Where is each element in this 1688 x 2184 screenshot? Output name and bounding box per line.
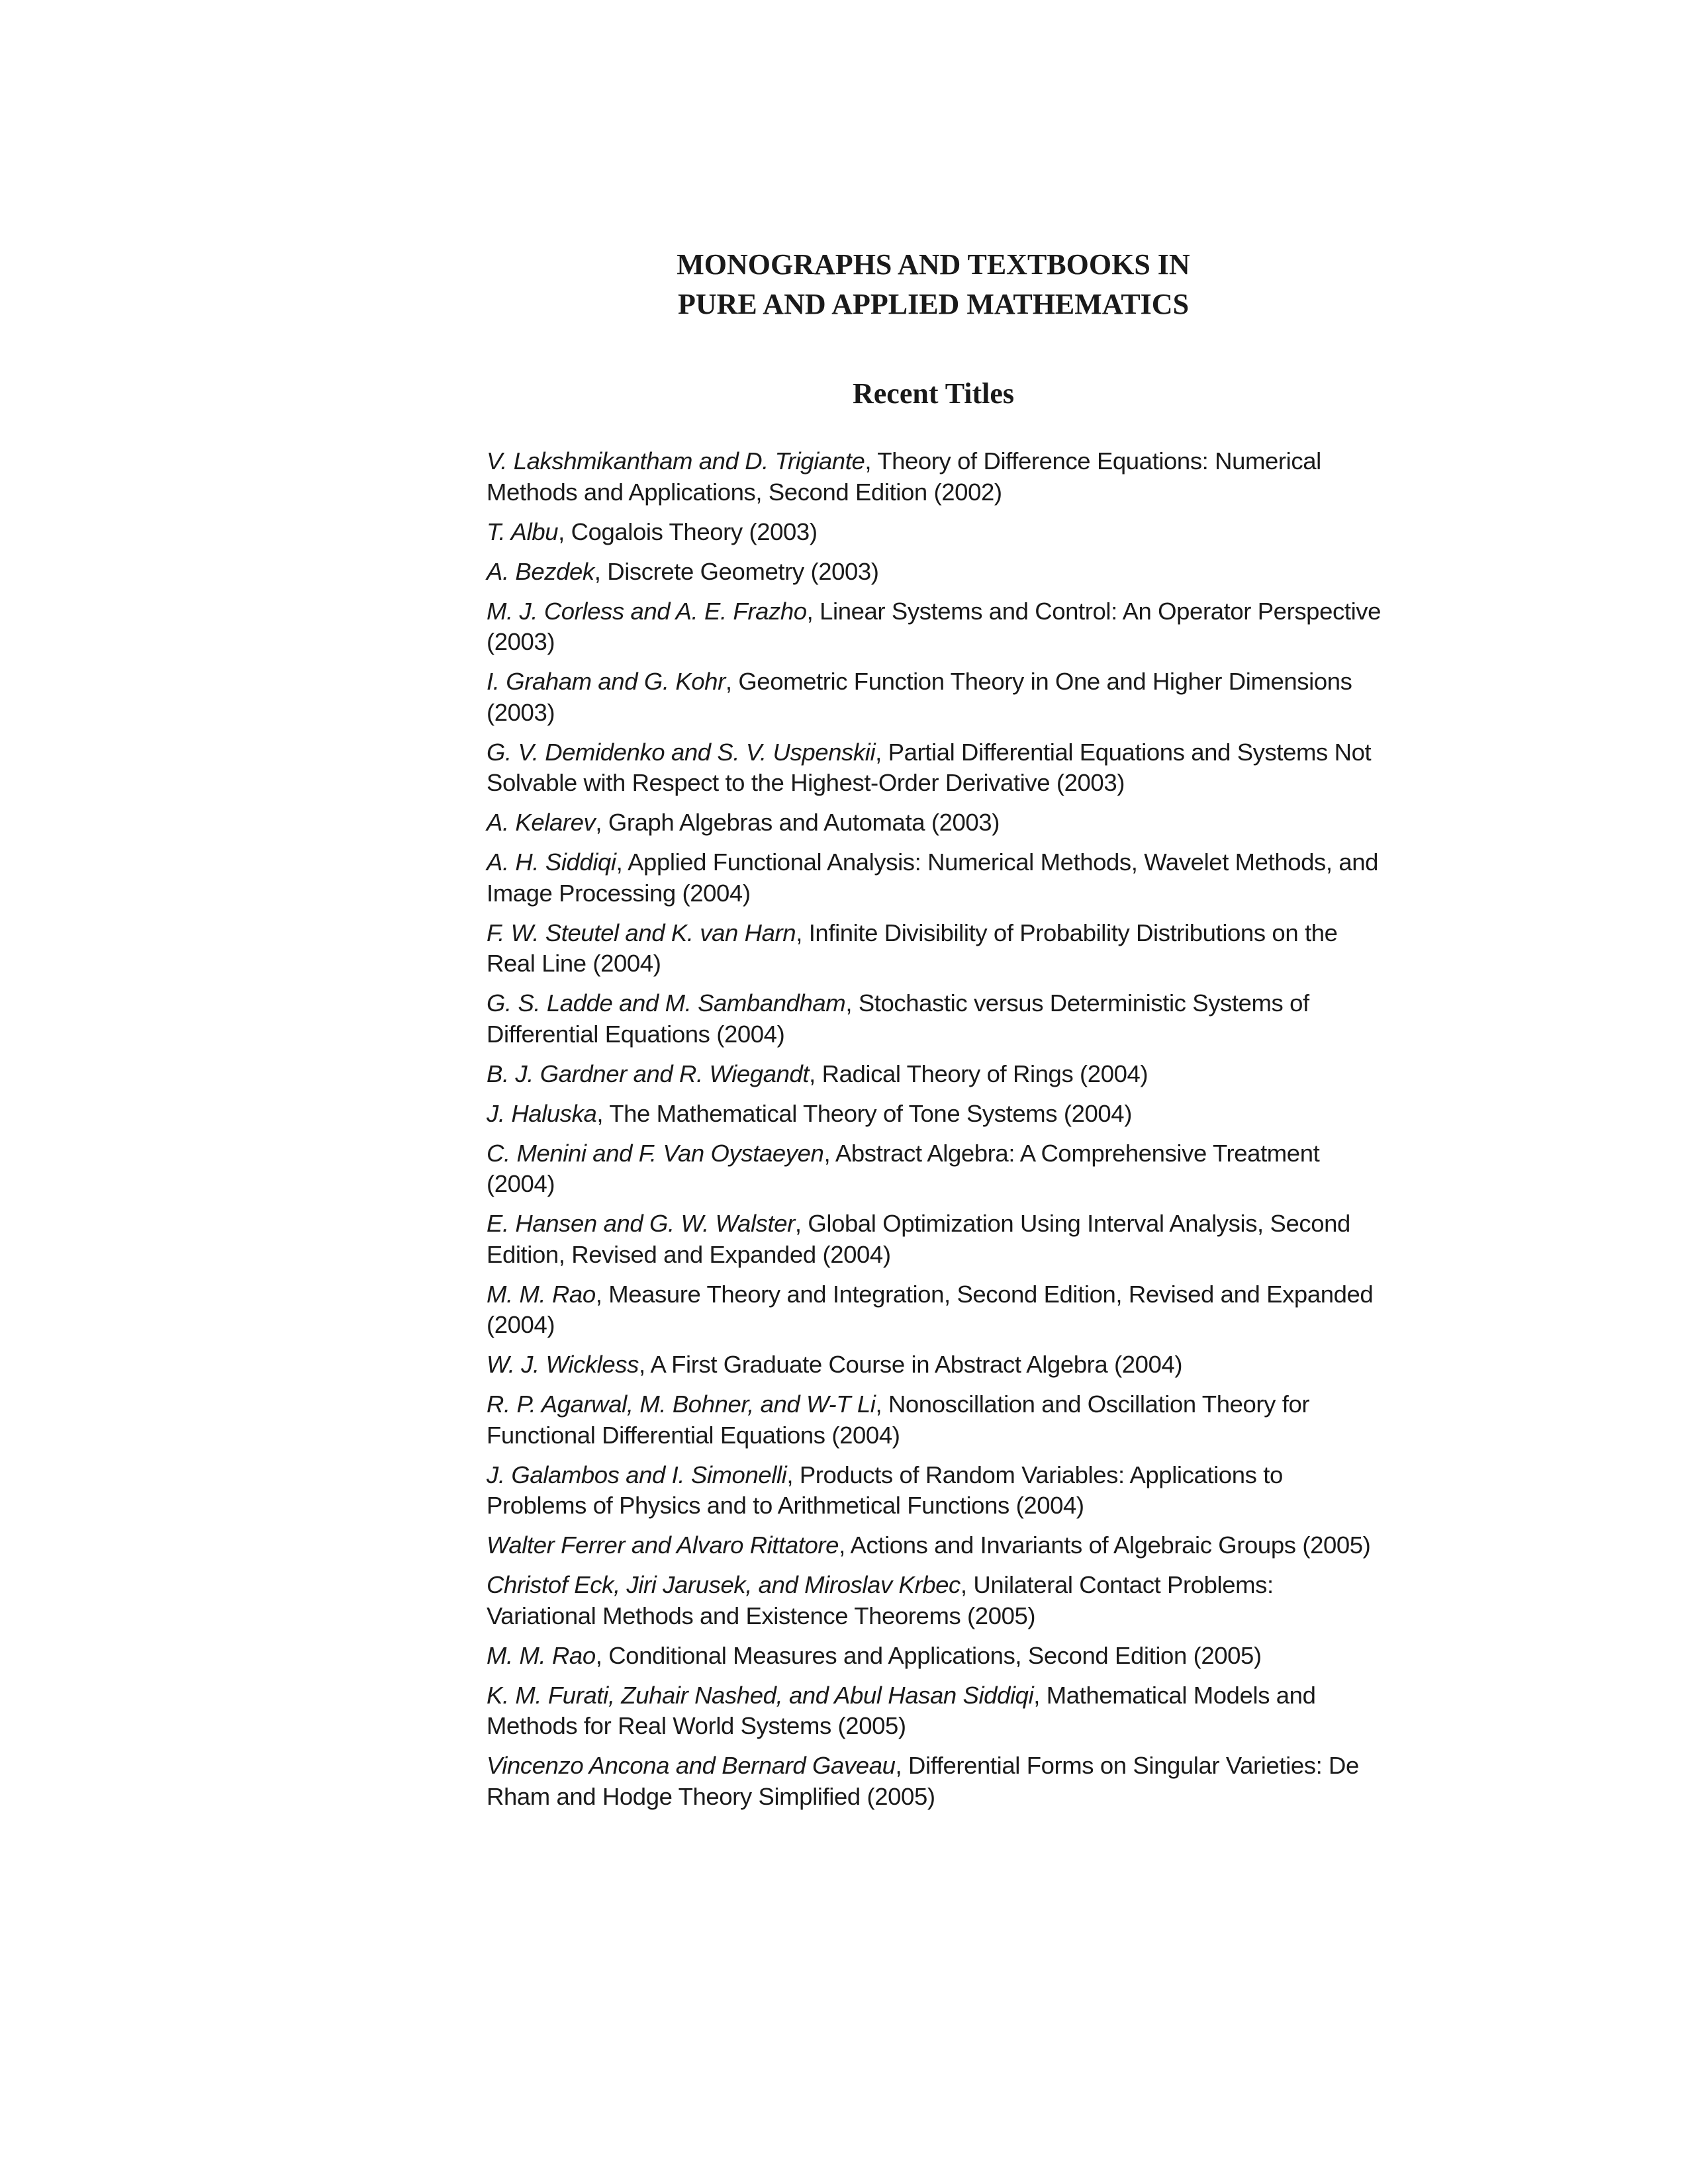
- entry-authors: A. H. Siddiqi: [487, 848, 616, 876]
- title-entry: Vincenzo Ancona and Bernard Gaveau, Differential Forms on Singular Varieties: De Rham and Hodge Theory Simplified (2005): [487, 1752, 1359, 1810]
- entry-authors: J. Galambos and I. Simonelli: [487, 1461, 787, 1488]
- entry-authors: E. Hansen and G. W. Walster: [487, 1210, 795, 1237]
- entry-title: Measure Theory and Integration, Second Edition, Revised and Expanded (2004): [487, 1280, 1374, 1338]
- entry-authors: R. P. Agarwal, M. Bohner, and W-T Li: [487, 1390, 876, 1418]
- title-entry: F. W. Steutel and K. van Harn, Infinite Divisibility of Probability Distributions on the Real Line (2004): [487, 919, 1338, 977]
- entry-title: Differential Forms on Singular Varieties: De Rham and Hodge Theory Simplified (2005): [487, 1752, 1359, 1810]
- title-entry: B. J. Gardner and R. Wiegandt, Radical Theory of Rings (2004): [487, 1060, 1149, 1087]
- entry-title: Infinite Divisibility of Probability Distributions on the Real Line (2004): [487, 919, 1338, 977]
- title-entry: W. J. Wickless, A First Graduate Course in Abstract Algebra (2004): [487, 1351, 1183, 1378]
- title-entry: A. Kelarev, Graph Algebras and Automata (2003): [487, 809, 1000, 836]
- title-entry: A. H. Siddiqi, Applied Functional Analysis: Numerical Methods, Wavelet Methods, and Image Processing (2004): [487, 848, 1379, 907]
- title-entry: M. M. Rao, Conditional Measures and Applications, Second Edition (2005): [487, 1641, 1262, 1669]
- entry-authors: F. W. Steutel and K. van Harn: [487, 919, 796, 946]
- title-entry: V. Lakshmikantham and D. Trigiante, Theory of Difference Equations: Numerical Methods and Applications, Second Edition (2002): [487, 447, 1321, 506]
- title-entry: J. Galambos and I. Simonelli, Products of Random Variables: Applications to Problems of Physics and to Arithmetical Functions (2004): [487, 1461, 1283, 1519]
- entry-authors: T. Albu: [487, 518, 559, 545]
- entry-title: Unilateral Contact Problems: Variational Methods and Existence Theorems (2005): [487, 1571, 1274, 1629]
- title-entry: G. S. Ladde and M. Sambandham, Stochastic versus Deterministic Systems of Differential Equations (2004): [487, 989, 1309, 1048]
- entry-title: Geometric Function Theory in One and Higher Dimensions (2003): [487, 668, 1352, 726]
- entry-authors: C. Menini and F. Van Oystaeyen: [487, 1139, 824, 1167]
- title-entry: T. Albu, Cogalois Theory (2003): [487, 518, 818, 545]
- title-entry: K. M. Furati, Zuhair Nashed, and Abul Hasan Siddiqi, Mathematical Models and Methods for Real World Systems (2005): [487, 1681, 1316, 1739]
- entry-authors: Christof Eck, Jiri Jarusek, and Miroslav Krbec: [487, 1571, 961, 1598]
- entry-authors: J. Haluska: [487, 1099, 597, 1127]
- entry-title: Applied Functional Analysis: Numerical Methods, Wavelet Methods, and Image Processing (2004): [487, 848, 1379, 907]
- entry-authors: A. Bezdek: [487, 557, 594, 585]
- title-entry: I. Graham and G. Kohr, Geometric Function Theory in One and Higher Dimensions (2003): [487, 668, 1352, 726]
- title-entry: G. V. Demidenko and S. V. Uspenskii, Partial Differential Equations and Systems Not Solvable with Respect to the Highest-Order Derivative (2003): [487, 738, 1372, 796]
- entry-title: Actions and Invariants of Algebraic Groups (2005): [850, 1531, 1371, 1559]
- entry-authors: K. M. Furati, Zuhair Nashed, and Abul Hasan Siddiqi: [487, 1681, 1034, 1709]
- title-entry: A. Bezdek, Discrete Geometry (2003): [487, 557, 879, 585]
- entry-authors: V. Lakshmikantham and D. Trigiante: [487, 447, 865, 475]
- entry-title: Mathematical Models and Methods for Real World Systems (2005): [487, 1681, 1316, 1739]
- title-entry: Christof Eck, Jiri Jarusek, and Miroslav Krbec, Unilateral Contact Problems: Variational Methods and Existence Theorems (2005): [487, 1571, 1274, 1629]
- recent-titles-list: [487, 446, 1387, 1821]
- entry-title: Linear Systems and Control: An Operator Perspective (2003): [487, 597, 1382, 655]
- series-heading-line-1: MONOGRAPHS AND TEXTBOOKS IN: [677, 248, 1190, 281]
- entry-title: Discrete Geometry (2003): [607, 557, 879, 585]
- recent-titles-heading: Recent Titles: [853, 377, 1014, 410]
- title-entry: E. Hansen and G. W. Walster, Global Optimization Using Interval Analysis, Second Edition, Revised and Expanded (2004): [487, 1210, 1350, 1268]
- entry-authors: M. M. Rao: [487, 1280, 596, 1308]
- entry-title: Abstract Algebra: A Comprehensive Treatment (2004): [487, 1139, 1320, 1197]
- title-entry: C. Menini and F. Van Oystaeyen, Abstract Algebra: A Comprehensive Treatment (2004): [487, 1139, 1320, 1197]
- entry-title: Global Optimization Using Interval Analysis, Second Edition, Revised and Expanded (2004): [487, 1210, 1350, 1268]
- entry-title: Conditional Measures and Applications, Second Edition (2005): [608, 1641, 1262, 1669]
- entry-authors: G. V. Demidenko and S. V. Uspenskii: [487, 738, 876, 766]
- entry-authors: W. J. Wickless: [487, 1351, 639, 1378]
- entry-title: Radical Theory of Rings (2004): [821, 1060, 1149, 1087]
- entry-authors: Vincenzo Ancona and Bernard Gaveau: [487, 1752, 896, 1779]
- entry-authors: B. J. Gardner and R. Wiegandt: [487, 1060, 810, 1087]
- entry-authors: A. Kelarev: [487, 809, 596, 836]
- series-heading-line-2: PURE AND APPLIED MATHEMATICS: [677, 288, 1190, 320]
- entry-authors: M. M. Rao: [487, 1641, 596, 1669]
- entry-title: Theory of Difference Equations: Numerical Methods and Applications, Second Edition (2002): [487, 447, 1321, 506]
- entry-authors: M. J. Corless and A. E. Frazho: [487, 597, 807, 625]
- entry-title: Cogalois Theory (2003): [571, 518, 818, 545]
- entry-title: A First Graduate Course in Abstract Algebra (2004): [650, 1351, 1183, 1378]
- entry-title: Products of Random Variables: Applications to Problems of Physics and to Arithmetical Functions (2004): [487, 1461, 1283, 1519]
- entry-authors: Walter Ferrer and Alvaro Rittatore: [487, 1531, 839, 1559]
- title-entry: M. M. Rao, Measure Theory and Integration, Second Edition, Revised and Expanded (2004): [487, 1280, 1374, 1338]
- series-heading: [483, 245, 1383, 324]
- entry-title: Graph Algebras and Automata (2003): [608, 809, 1000, 836]
- entry-title: The Mathematical Theory of Tone Systems (2004): [609, 1099, 1132, 1127]
- title-entry: R. P. Agarwal, M. Bohner, and W-T Li, Nonoscillation and Oscillation Theory for Functional Differential Equations (2004): [487, 1390, 1310, 1449]
- entry-authors: G. S. Ladde and M. Sambandham: [487, 989, 846, 1017]
- title-entry: M. J. Corless and A. E. Frazho, Linear Systems and Control: An Operator Perspective (2003): [487, 597, 1382, 655]
- entry-title: Stochastic versus Deterministic Systems of Differential Equations (2004): [487, 989, 1309, 1048]
- entry-title: Nonoscillation and Oscillation Theory for Functional Differential Equations (2004): [487, 1390, 1310, 1449]
- entry-authors: I. Graham and G. Kohr: [487, 668, 726, 695]
- entry-title: Partial Differential Equations and Systems Not Solvable with Respect to the Highest-Order Derivative (2003): [487, 738, 1372, 796]
- title-entry: J. Haluska, The Mathematical Theory of Tone Systems (2004): [487, 1099, 1132, 1127]
- title-entry: Walter Ferrer and Alvaro Rittatore, Actions and Invariants of Algebraic Groups (2005): [487, 1531, 1371, 1559]
